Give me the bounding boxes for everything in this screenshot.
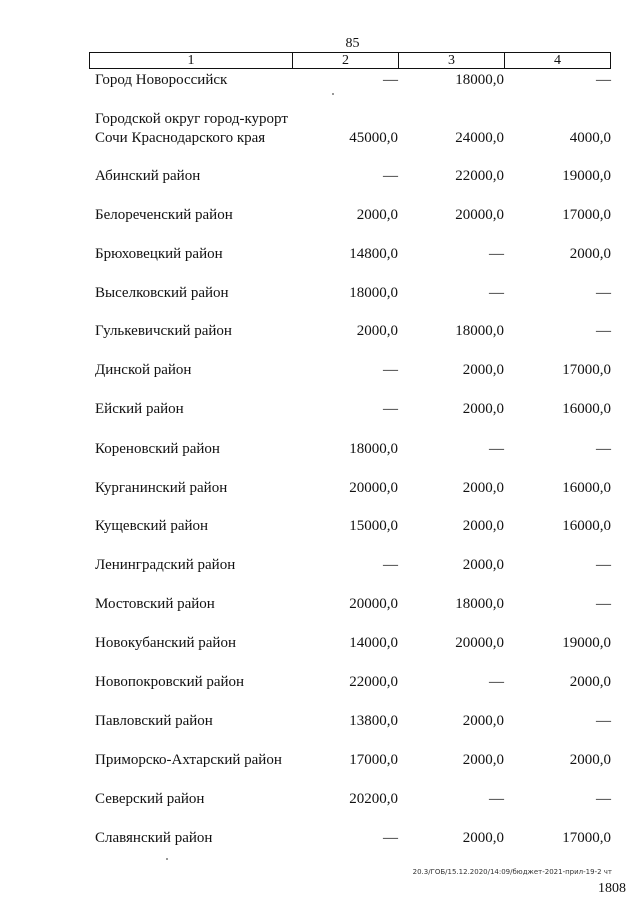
district-name: Курганинский район (95, 480, 228, 496)
scan-speck (166, 858, 168, 860)
value-col-4: — (596, 557, 611, 573)
value-col-3: 2000,0 (462, 752, 504, 768)
value-col-3: 20000,0 (455, 635, 504, 651)
district-name: Мостовский район (95, 596, 215, 612)
district-name: Ейский район (95, 401, 184, 417)
value-col-3: — (489, 791, 504, 807)
value-col-4: 17000,0 (562, 830, 611, 846)
district-name: Новокубанский район (95, 635, 236, 651)
value-col-3: 22000,0 (455, 168, 504, 184)
value-col-2: 22000,0 (349, 674, 398, 690)
value-col-2: 45000,0 (349, 130, 398, 146)
column-header-2: 2 (293, 53, 399, 68)
value-col-2: 20000,0 (349, 596, 398, 612)
value-col-3: 2000,0 (462, 401, 504, 417)
value-col-4: — (596, 791, 611, 807)
value-col-2: — (383, 72, 398, 88)
district-name: Динской район (95, 362, 192, 378)
district-name: Городской округ город-курорт Сочи Краснодарского края (95, 111, 288, 146)
district-name: Брюховецкий район (95, 246, 223, 262)
value-col-4: 2000,0 (569, 752, 611, 768)
district-name: Новопокровский район (95, 674, 245, 690)
value-col-4: 2000,0 (569, 246, 611, 262)
value-col-2: 13800,0 (349, 713, 398, 729)
value-col-2: 18000,0 (349, 285, 398, 301)
value-col-2: 14800,0 (349, 246, 398, 262)
column-header-4: 4 (554, 53, 561, 68)
footer-document-code: 20.3/ГОБ/15.12.2020/14:09/бюджет-2021-прил-19-2 чт (412, 868, 612, 876)
page-number: 85 (345, 36, 360, 51)
value-col-2: 2000,0 (356, 323, 398, 339)
footer-page-number: 1808 (598, 881, 626, 896)
value-col-4: 19000,0 (562, 635, 611, 651)
value-col-2: 18000,0 (349, 441, 398, 457)
value-col-3: 18000,0 (455, 596, 504, 612)
value-col-2: 20200,0 (349, 791, 398, 807)
district-name: Абинский район (95, 168, 201, 184)
district-name: Гулькевичский район (95, 323, 232, 339)
district-name: Город Новороссийск (95, 72, 228, 88)
district-name: Кореновский район (95, 441, 220, 457)
value-col-3: 18000,0 (455, 323, 504, 339)
value-col-4: — (596, 713, 611, 729)
district-name: Кущевский район (95, 518, 209, 534)
value-col-4: — (596, 596, 611, 612)
value-col-3: 2000,0 (462, 362, 504, 378)
value-col-2: — (383, 830, 398, 846)
value-col-4: 16000,0 (562, 401, 611, 417)
value-col-3: 2000,0 (462, 830, 504, 846)
value-col-4: 17000,0 (562, 362, 611, 378)
scan-speck (332, 93, 334, 95)
value-col-2: 20000,0 (349, 480, 398, 496)
value-col-4: — (596, 285, 611, 301)
value-col-3: — (489, 441, 504, 457)
value-col-4: — (596, 72, 611, 88)
district-name: Павловский район (95, 713, 213, 729)
district-name: Славянский район (95, 830, 213, 846)
value-col-2: 14000,0 (349, 635, 398, 651)
value-col-4: 17000,0 (562, 207, 611, 223)
value-col-2: — (383, 168, 398, 184)
district-name: Приморско-Ахтарский район (95, 752, 282, 768)
column-header-3: 3 (399, 53, 505, 68)
value-col-3: 2000,0 (462, 518, 504, 534)
value-col-2: — (383, 362, 398, 378)
value-col-3: — (489, 246, 504, 262)
value-col-3: 18000,0 (455, 72, 504, 88)
value-col-3: 2000,0 (462, 557, 504, 573)
value-col-2: — (383, 557, 398, 573)
value-col-3: 24000,0 (455, 130, 504, 146)
value-col-3: — (489, 285, 504, 301)
value-col-4: 16000,0 (562, 518, 611, 534)
value-col-3: — (489, 674, 504, 690)
value-col-2: 15000,0 (349, 518, 398, 534)
value-col-4: — (596, 323, 611, 339)
district-name: Северский район (95, 791, 205, 807)
value-col-2: 17000,0 (349, 752, 398, 768)
value-col-4: 19000,0 (562, 168, 611, 184)
column-header-row (89, 52, 611, 69)
column-header-1: 1 (90, 53, 293, 68)
value-col-4: — (596, 441, 611, 457)
value-col-2: 2000,0 (356, 207, 398, 223)
value-col-3: 2000,0 (462, 480, 504, 496)
district-name: Белореченский район (95, 207, 233, 223)
value-col-4: 16000,0 (562, 480, 611, 496)
value-col-2: — (383, 401, 398, 417)
value-col-4: 2000,0 (569, 674, 611, 690)
value-col-4: 4000,0 (569, 130, 611, 146)
value-col-3: 20000,0 (455, 207, 504, 223)
value-col-3: 2000,0 (462, 713, 504, 729)
district-name: Выселковский район (95, 285, 229, 301)
district-name: Ленинградский район (95, 557, 236, 573)
